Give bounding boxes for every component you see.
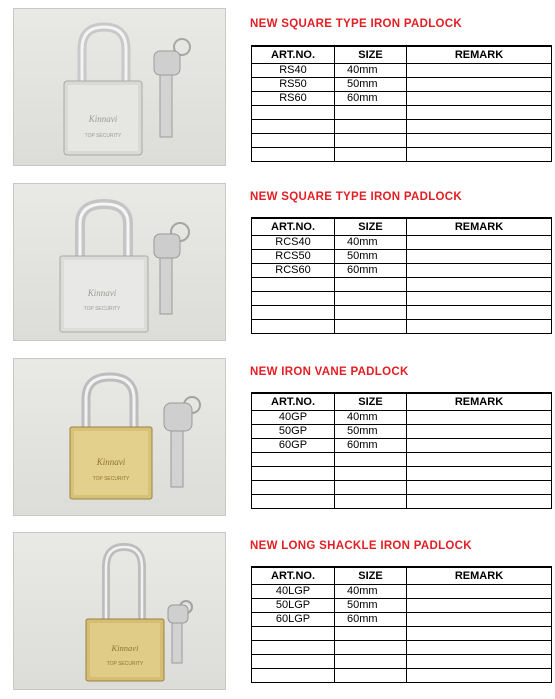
table-cell [335, 320, 407, 334]
table-cell: 50mm [335, 250, 407, 264]
table-row [252, 613, 552, 627]
spec-table [251, 392, 552, 509]
table-cell [335, 669, 407, 683]
table-cell [252, 306, 335, 320]
table-row [252, 411, 552, 425]
table-row [252, 627, 552, 641]
table-cell [407, 411, 552, 425]
table-cell [407, 236, 552, 250]
table-cell [335, 148, 407, 162]
table-row [252, 425, 552, 439]
lock-tagline-text: TOP SECURITY [106, 661, 144, 667]
table-cell [335, 641, 407, 655]
table-cell [252, 320, 335, 334]
table-row [252, 64, 552, 78]
table-cell [252, 641, 335, 655]
table-cell [407, 627, 552, 641]
table-row [252, 467, 552, 481]
table-row [252, 453, 552, 467]
table-row [252, 495, 552, 509]
spec-table [251, 217, 552, 334]
table-cell [252, 453, 335, 467]
table-cell [335, 453, 407, 467]
table-row [252, 585, 552, 599]
table-row [252, 92, 552, 106]
lock-tagline-text: TOP SECURITY [92, 476, 130, 482]
table-cell [407, 78, 552, 92]
padlock-photo-2 [13, 183, 226, 341]
header-art-no: ART.NO. [252, 46, 335, 64]
table-row [252, 78, 552, 92]
lock-brand-text: Kinnavi [96, 457, 126, 467]
table-cell: 40mm [335, 411, 407, 425]
table-cell [407, 292, 552, 306]
table-cell: 40GP [252, 411, 335, 425]
table-cell [252, 495, 335, 509]
section-title: NEW IRON VANE PADLOCK [250, 366, 409, 378]
section-title: NEW LONG SHACKLE IRON PADLOCK [250, 540, 472, 552]
table-cell: RS50 [252, 78, 335, 92]
table-cell: 50mm [335, 425, 407, 439]
table-cell: RS40 [252, 64, 335, 78]
header-size: SIZE [335, 393, 407, 411]
table-row [252, 134, 552, 148]
table-cell [335, 134, 407, 148]
spec-table [251, 566, 552, 683]
lock-brand-text: Kinnavi [111, 643, 139, 653]
table-cell [252, 627, 335, 641]
table-cell: 60mm [335, 613, 407, 627]
table-row [252, 655, 552, 669]
table-cell [335, 467, 407, 481]
header-size: SIZE [335, 567, 407, 585]
table-cell: RS60 [252, 92, 335, 106]
table-cell [407, 120, 552, 134]
table-cell [252, 106, 335, 120]
table-cell [407, 320, 552, 334]
table-cell: 50mm [335, 599, 407, 613]
table-cell [407, 453, 552, 467]
table-cell: 50GP [252, 425, 335, 439]
table-cell: 50mm [335, 78, 407, 92]
table-row [252, 320, 552, 334]
table-cell [335, 655, 407, 669]
table-cell [407, 641, 552, 655]
section-title: NEW SQUARE TYPE IRON PADLOCK [250, 191, 463, 203]
table-cell [407, 585, 552, 599]
table-cell [252, 278, 335, 292]
table-cell: 60mm [335, 92, 407, 106]
table-cell: 40mm [335, 64, 407, 78]
table-cell [407, 599, 552, 613]
table-cell [252, 467, 335, 481]
lock-brand-text: Kinnavi [88, 114, 118, 124]
table-cell: RCS40 [252, 236, 335, 250]
lock-brand-text: Kinnavi [87, 288, 117, 298]
header-art-no: ART.NO. [252, 393, 335, 411]
table-cell [335, 120, 407, 134]
padlock-photo-4 [13, 532, 226, 690]
table-cell: RCS50 [252, 250, 335, 264]
table-cell [252, 148, 335, 162]
header-size: SIZE [335, 218, 407, 236]
table-cell: 40mm [335, 585, 407, 599]
table-cell: 50LGP [252, 599, 335, 613]
section-title: NEW SQUARE TYPE IRON PADLOCK [250, 18, 463, 30]
table-cell [252, 669, 335, 683]
table-cell [252, 292, 335, 306]
table-cell [335, 292, 407, 306]
header-remark: REMARK [407, 218, 552, 236]
header-remark: REMARK [407, 567, 552, 585]
table-row [252, 669, 552, 683]
table-row [252, 439, 552, 453]
table-row [252, 641, 552, 655]
table-row [252, 264, 552, 278]
table-row [252, 250, 552, 264]
table-row [252, 148, 552, 162]
table-cell [252, 655, 335, 669]
lock-tagline-text: TOP SECURITY [83, 306, 121, 312]
header-size: SIZE [335, 46, 407, 64]
table-cell [407, 306, 552, 320]
table-row [252, 306, 552, 320]
table-row [252, 106, 552, 120]
table-row [252, 236, 552, 250]
table-cell: 40LGP [252, 585, 335, 599]
padlock-photo-3 [13, 358, 226, 516]
table-row [252, 292, 552, 306]
table-cell: 60mm [335, 264, 407, 278]
header-remark: REMARK [407, 393, 552, 411]
header-remark: REMARK [407, 46, 552, 64]
header-art-no: ART.NO. [252, 567, 335, 585]
table-cell [407, 250, 552, 264]
table-cell [407, 439, 552, 453]
table-cell [335, 306, 407, 320]
table-cell [407, 264, 552, 278]
table-cell: 60LGP [252, 613, 335, 627]
table-cell [407, 481, 552, 495]
lock-tagline-text: TOP SECURITY [84, 133, 122, 139]
table-cell [407, 278, 552, 292]
table-cell: 40mm [335, 236, 407, 250]
table-cell [252, 481, 335, 495]
table-cell [335, 278, 407, 292]
table-cell [252, 134, 335, 148]
table-row [252, 120, 552, 134]
table-cell [335, 495, 407, 509]
spec-table [251, 45, 552, 162]
table-cell [407, 655, 552, 669]
table-cell [407, 148, 552, 162]
table-cell [407, 92, 552, 106]
table-cell: RCS60 [252, 264, 335, 278]
table-cell [335, 627, 407, 641]
table-row [252, 599, 552, 613]
table-cell [407, 467, 552, 481]
table-cell [407, 134, 552, 148]
table-row [252, 278, 552, 292]
table-cell [335, 106, 407, 120]
table-cell [407, 669, 552, 683]
table-cell [252, 120, 335, 134]
table-cell [407, 106, 552, 120]
table-cell [407, 613, 552, 627]
table-cell [407, 495, 552, 509]
table-cell: 60mm [335, 439, 407, 453]
table-cell [407, 64, 552, 78]
table-cell [335, 481, 407, 495]
table-row [252, 481, 552, 495]
header-art-no: ART.NO. [252, 218, 335, 236]
table-cell: 60GP [252, 439, 335, 453]
table-cell [407, 425, 552, 439]
padlock-photo-1 [13, 8, 226, 166]
